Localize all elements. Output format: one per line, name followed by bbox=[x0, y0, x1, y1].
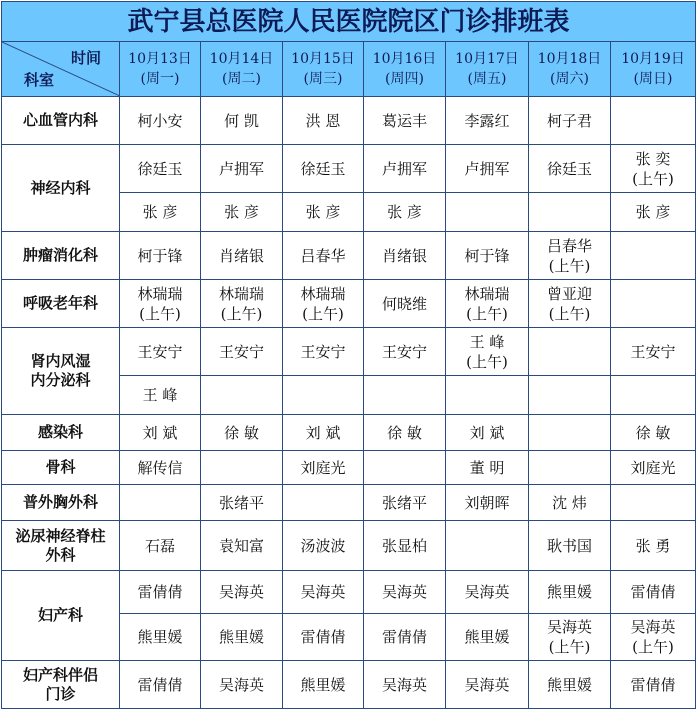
doctor-cell: 刘 斌 bbox=[283, 415, 364, 451]
doctor-cell: 董 明 bbox=[446, 451, 529, 485]
doctor-cell: 沈 炜 bbox=[529, 485, 611, 521]
department-name: 骨科 bbox=[2, 451, 120, 485]
doctor-cell: 吴海英 (上午) bbox=[611, 614, 696, 661]
day-date: 10月16日 bbox=[372, 51, 437, 67]
page-title: 武宁县总医院人民医院院区门诊排班表 bbox=[2, 2, 696, 42]
doctor-cell: 葛运丰 bbox=[364, 97, 446, 145]
doctor-cell: 雷倩倩 bbox=[283, 614, 364, 661]
day-date: 10月17日 bbox=[455, 51, 519, 67]
doctor-cell: 王安宁 bbox=[201, 328, 283, 376]
doctor-cell: 王安宁 bbox=[120, 328, 201, 376]
department-name: 普外胸外科 bbox=[2, 485, 120, 521]
doctor-cell: 刘庭光 bbox=[283, 451, 364, 485]
table-row bbox=[2, 97, 696, 145]
day-weekday: (周一) bbox=[140, 71, 180, 87]
doctor-cell: 李露红 bbox=[446, 97, 529, 145]
doctor-cell: 熊里媛 bbox=[283, 661, 364, 709]
doctor-cell: 汤波波 bbox=[283, 521, 364, 571]
department-name: 呼吸老年科 bbox=[2, 280, 120, 328]
table-row bbox=[2, 415, 696, 451]
doctor-cell: 雷倩倩 bbox=[120, 661, 201, 709]
day-weekday: (周四) bbox=[385, 71, 424, 87]
doctor-cell: 徐廷玉 bbox=[120, 145, 201, 193]
department-name: 妇产科 bbox=[2, 571, 120, 661]
doctor-cell bbox=[529, 451, 611, 485]
doctor-cell bbox=[529, 328, 611, 376]
doctor-cell: 雷倩倩 bbox=[120, 571, 201, 614]
doctor-cell: 林瑞瑞 (上午) bbox=[446, 280, 529, 328]
doctor-cell: 刘 斌 bbox=[446, 415, 529, 451]
corner-diagonal bbox=[2, 42, 120, 96]
doctor-cell: 卢拥军 bbox=[201, 145, 283, 193]
table-row bbox=[2, 328, 696, 376]
doctor-cell: 柯于锋 bbox=[446, 232, 529, 280]
doctor-cell: 吕春华 bbox=[283, 232, 364, 280]
corner-header bbox=[2, 42, 120, 97]
doctor-cell bbox=[201, 451, 283, 485]
table-row bbox=[2, 145, 696, 193]
doctor-cell: 肖绪银 bbox=[364, 232, 446, 280]
doctor-cell: 何晓维 bbox=[364, 280, 446, 328]
doctor-cell: 张 奕 (上午) bbox=[611, 145, 696, 193]
day-header bbox=[283, 42, 364, 97]
doctor-cell: 林瑞瑞 (上午) bbox=[283, 280, 364, 328]
day-date: 10月19日 bbox=[621, 51, 685, 67]
doctor-cell: 刘朝晖 bbox=[446, 485, 529, 521]
corner-time-label: 时间 bbox=[70, 49, 101, 67]
doctor-cell: 吕春华 (上午) bbox=[529, 232, 611, 280]
table-row bbox=[2, 232, 696, 280]
doctor-cell: 徐廷玉 bbox=[283, 145, 364, 193]
day-date: 10月15日 bbox=[291, 51, 355, 67]
day-header bbox=[611, 42, 696, 97]
doctor-cell: 王 峰 bbox=[120, 376, 201, 415]
department-name: 妇产科伴侣 门诊 bbox=[2, 661, 120, 709]
department-name: 心血管内科 bbox=[2, 97, 120, 145]
day-header bbox=[120, 42, 201, 97]
doctor-cell: 张 勇 bbox=[611, 521, 696, 571]
doctor-cell: 刘庭光 bbox=[611, 451, 696, 485]
doctor-cell: 王安宁 bbox=[364, 328, 446, 376]
doctor-cell: 熊里媛 bbox=[529, 571, 611, 614]
doctor-cell: 张 彦 bbox=[120, 193, 201, 232]
doctor-cell: 耿书国 bbox=[529, 521, 611, 571]
doctor-cell: 吴海英 bbox=[201, 571, 283, 614]
doctor-cell: 王 峰 (上午) bbox=[446, 328, 529, 376]
doctor-cell: 吴海英 (上午) bbox=[529, 614, 611, 661]
doctor-cell bbox=[201, 376, 283, 415]
doctor-cell bbox=[611, 280, 696, 328]
doctor-cell bbox=[446, 376, 529, 415]
doctor-cell: 张显柏 bbox=[364, 521, 446, 571]
schedule-wrapper bbox=[1, 1, 695, 709]
day-header bbox=[529, 42, 611, 97]
doctor-cell bbox=[611, 97, 696, 145]
table-row bbox=[2, 571, 696, 614]
table-row bbox=[2, 521, 696, 571]
table-row bbox=[2, 280, 696, 328]
day-header bbox=[201, 42, 283, 97]
doctor-cell: 袁知富 bbox=[201, 521, 283, 571]
day-weekday: (周二) bbox=[222, 71, 261, 87]
doctor-cell: 柯于锋 bbox=[120, 232, 201, 280]
doctor-cell bbox=[364, 451, 446, 485]
doctor-cell: 吴海英 bbox=[446, 571, 529, 614]
day-date: 10月13日 bbox=[128, 51, 192, 67]
doctor-cell: 王安宁 bbox=[611, 328, 696, 376]
day-header bbox=[364, 42, 446, 97]
doctor-cell: 解传信 bbox=[120, 451, 201, 485]
doctor-cell: 石磊 bbox=[120, 521, 201, 571]
doctor-cell bbox=[529, 376, 611, 415]
doctor-cell bbox=[529, 193, 611, 232]
doctor-cell: 吴海英 bbox=[283, 571, 364, 614]
doctor-cell bbox=[364, 376, 446, 415]
doctor-cell bbox=[611, 485, 696, 521]
doctor-cell: 卢拥军 bbox=[364, 145, 446, 193]
doctor-cell: 张 彦 bbox=[611, 193, 696, 232]
department-name: 泌尿神经脊柱 外科 bbox=[2, 521, 120, 571]
doctor-cell bbox=[283, 376, 364, 415]
day-date: 10月14日 bbox=[209, 51, 274, 67]
day-weekday: (周六) bbox=[550, 71, 589, 87]
doctor-cell: 何 凯 bbox=[201, 97, 283, 145]
doctor-cell: 卢拥军 bbox=[446, 145, 529, 193]
day-weekday: (周五) bbox=[467, 71, 507, 87]
day-weekday: (周日) bbox=[633, 71, 673, 87]
doctor-cell: 柯子君 bbox=[529, 97, 611, 145]
doctor-cell: 徐廷玉 bbox=[529, 145, 611, 193]
doctor-cell bbox=[283, 485, 364, 521]
doctor-cell: 张 彦 bbox=[283, 193, 364, 232]
table-row bbox=[2, 661, 696, 709]
doctor-cell: 肖绪银 bbox=[201, 232, 283, 280]
doctor-cell: 熊里媛 bbox=[529, 661, 611, 709]
doctor-cell: 雷倩倩 bbox=[611, 571, 696, 614]
doctor-cell: 张绪平 bbox=[364, 485, 446, 521]
doctor-cell: 吴海英 bbox=[364, 661, 446, 709]
doctor-cell bbox=[611, 232, 696, 280]
doctor-cell: 雷倩倩 bbox=[364, 614, 446, 661]
schedule-table bbox=[1, 1, 696, 709]
table-row bbox=[2, 485, 696, 521]
doctor-cell: 熊里媛 bbox=[120, 614, 201, 661]
day-date: 10月18日 bbox=[537, 51, 602, 67]
doctor-cell: 张绪平 bbox=[201, 485, 283, 521]
doctor-cell bbox=[446, 193, 529, 232]
department-name: 肿瘤消化科 bbox=[2, 232, 120, 280]
doctor-cell: 徐 敏 bbox=[364, 415, 446, 451]
doctor-cell: 刘 斌 bbox=[120, 415, 201, 451]
doctor-cell: 洪 恩 bbox=[283, 97, 364, 145]
doctor-cell: 熊里媛 bbox=[446, 614, 529, 661]
doctor-cell: 柯小安 bbox=[120, 97, 201, 145]
doctor-cell: 林瑞瑞 (上午) bbox=[120, 280, 201, 328]
doctor-cell: 吴海英 bbox=[201, 661, 283, 709]
day-weekday: (周三) bbox=[303, 71, 343, 87]
department-name: 肾内风湿 内分泌科 bbox=[2, 328, 120, 415]
doctor-cell: 吴海英 bbox=[364, 571, 446, 614]
doctor-cell: 张 彦 bbox=[364, 193, 446, 232]
doctor-cell: 林瑞瑞 (上午) bbox=[201, 280, 283, 328]
doctor-cell: 王安宁 bbox=[283, 328, 364, 376]
doctor-cell: 曾亚迎 (上午) bbox=[529, 280, 611, 328]
doctor-cell: 雷倩倩 bbox=[611, 661, 696, 709]
doctor-cell: 张 彦 bbox=[201, 193, 283, 232]
doctor-cell bbox=[611, 376, 696, 415]
table-row bbox=[2, 451, 696, 485]
corner-dept-label: 科室 bbox=[24, 71, 55, 89]
day-header bbox=[446, 42, 529, 97]
doctor-cell bbox=[120, 485, 201, 521]
doctor-cell: 吴海英 bbox=[446, 661, 529, 709]
doctor-cell bbox=[446, 521, 529, 571]
department-name: 神经内科 bbox=[2, 145, 120, 232]
doctor-cell: 熊里媛 bbox=[201, 614, 283, 661]
doctor-cell bbox=[529, 415, 611, 451]
doctor-cell: 徐 敏 bbox=[611, 415, 696, 451]
department-name: 感染科 bbox=[2, 415, 120, 451]
doctor-cell: 徐 敏 bbox=[201, 415, 283, 451]
